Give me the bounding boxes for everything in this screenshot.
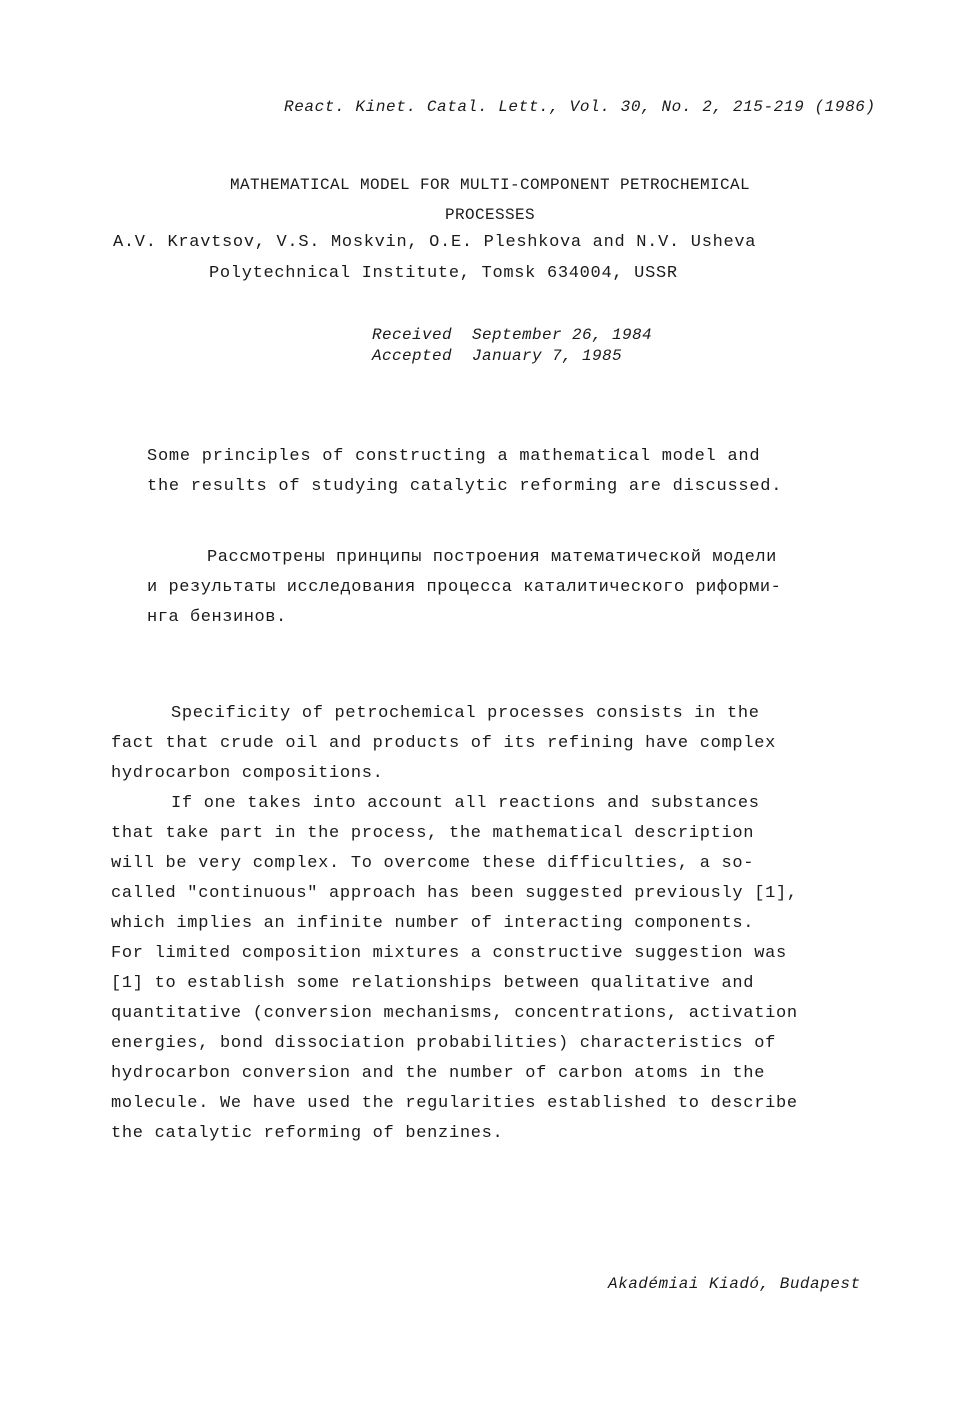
- body-line: which implies an infinite number of interacting components.: [111, 914, 755, 933]
- body-line: [1] to establish some relationships between qualitative and: [111, 974, 755, 993]
- body-line: hydrocarbon compositions.: [111, 764, 384, 783]
- accepted-row: [372, 346, 652, 367]
- author-list: A.V. Kravtsov, V.S. Moskvin, O.E. Pleshkova and N.V. Usheva: [113, 233, 757, 252]
- body-line: Specificity of petrochemical processes consists in the: [171, 704, 760, 723]
- body-line: fact that crude oil and products of its refining have complex: [111, 734, 777, 753]
- abstract-ru-line: и результаты исследования процесса каталитического риформи-: [147, 578, 782, 597]
- received-label: Received: [372, 326, 453, 344]
- body-line: If one takes into account all reactions and substances: [171, 794, 760, 813]
- body-line: that take part in the process, the mathematical description: [111, 824, 755, 843]
- accepted-label: Accepted: [372, 347, 453, 365]
- publisher-footer: Akadémiai Kiadó, Budapest: [608, 1275, 861, 1293]
- title-line-1: MATHEMATICAL MODEL FOR MULTI-COMPONENT PETROCHEMICAL: [229, 176, 751, 194]
- received-row: [372, 325, 652, 346]
- received-date: September 26, 1984: [472, 326, 653, 344]
- body-line: For limited composition mixtures a constructive suggestion was: [111, 944, 787, 963]
- abstract-russian: [147, 543, 859, 633]
- body-line: the catalytic reforming of benzines.: [111, 1124, 504, 1143]
- title-line-2: PROCESSES: [444, 206, 535, 224]
- body-line: energies, bond dissociation probabilities) characteristics of: [111, 1034, 777, 1053]
- article-title: [110, 170, 870, 230]
- body-line: hydrocarbon conversion and the number of carbon atoms in the: [111, 1064, 766, 1083]
- submission-dates: [372, 325, 652, 367]
- body-line: quantitative (conversion mechanisms, concentrations, activation: [111, 1004, 798, 1023]
- abstract-ru-line: нга бензинов.: [147, 608, 287, 627]
- body-line: will be very complex. To overcome these difficulties, a so-: [111, 854, 755, 873]
- abstract-en-line: Some principles of constructing a mathematical model and: [147, 447, 761, 466]
- body-text: [111, 699, 881, 1149]
- abstract-ru-line: Рассмотрены принципы построения математической модели: [207, 548, 777, 567]
- abstract-english: [147, 442, 847, 502]
- affiliation: Polytechnical Institute, Tomsk 634004, USSR: [209, 264, 678, 283]
- accepted-date: January 7, 1985: [472, 347, 623, 365]
- journal-citation: React. Kinet. Catal. Lett., Vol. 30, No. 2, 215-219 (1986): [284, 98, 876, 116]
- body-line: molecule. We have used the regularities established to describe: [111, 1094, 798, 1113]
- body-line: called "continuous" approach has been suggested previously [1],: [111, 884, 798, 903]
- abstract-en-line: the results of studying catalytic reforming are discussed.: [147, 477, 783, 496]
